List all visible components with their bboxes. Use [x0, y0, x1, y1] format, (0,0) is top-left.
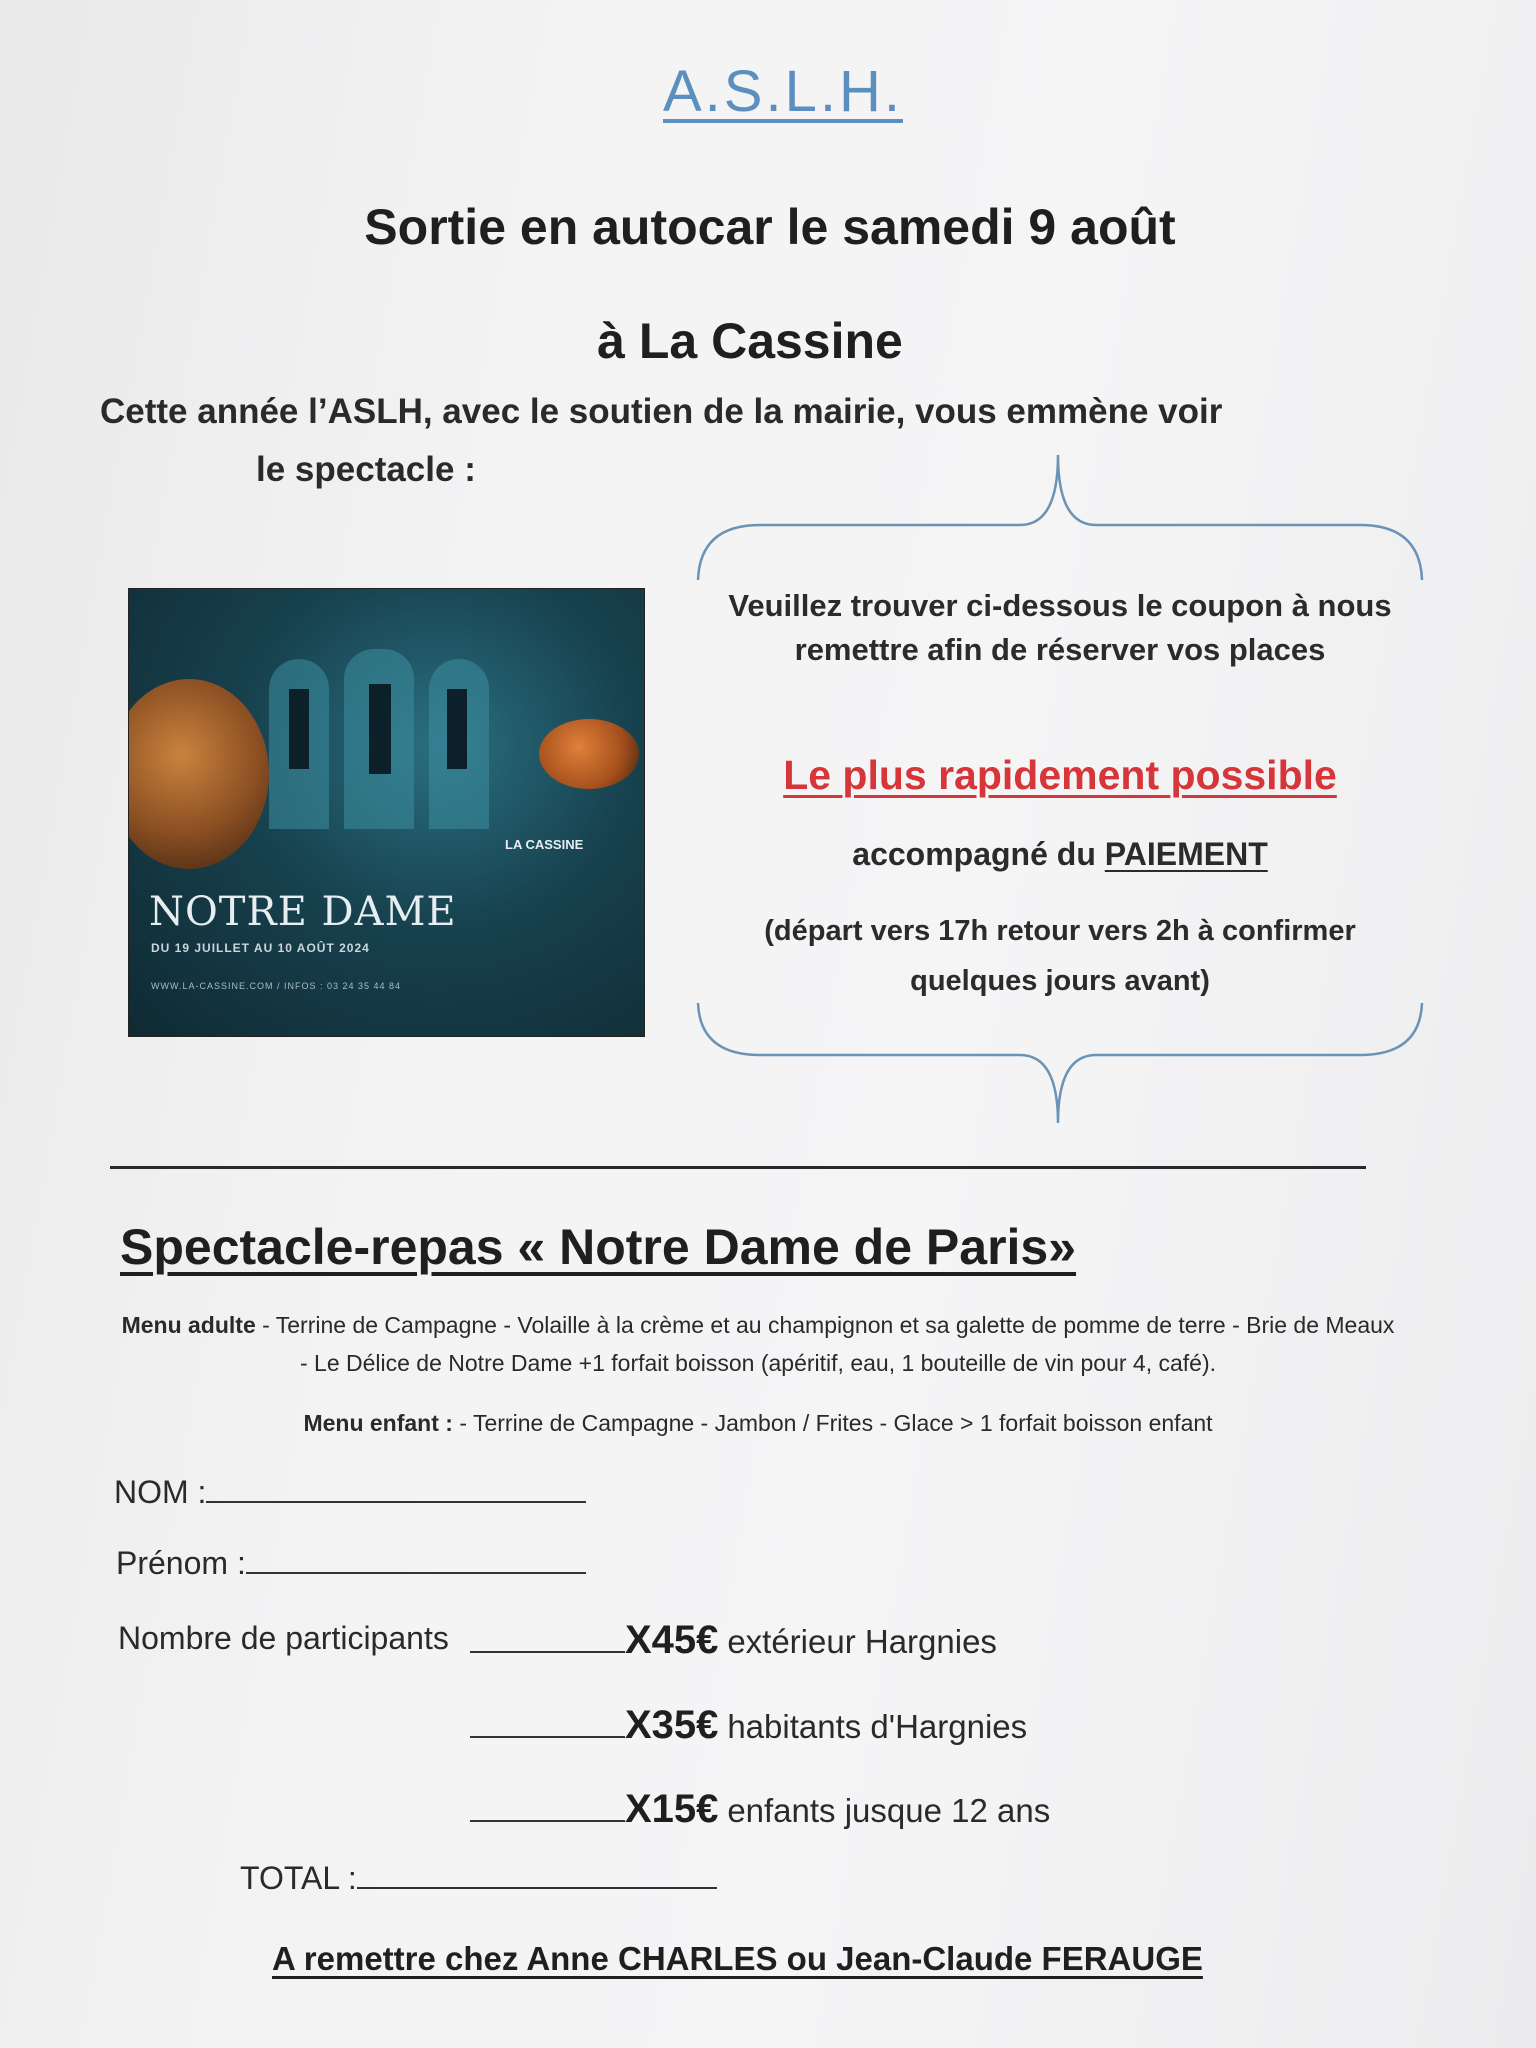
nom-blank[interactable] — [206, 1501, 586, 1503]
payment-notice — [720, 836, 1400, 873]
event-location: à La Cassine — [597, 313, 903, 369]
gargoyle-left-shape — [128, 679, 269, 869]
prenom-field — [116, 1545, 586, 1582]
prenom-blank[interactable] — [246, 1572, 586, 1574]
price-desc-exterior: extérieur Hargnies — [727, 1623, 997, 1660]
urgent-notice: Le plus rapidement possible — [783, 752, 1337, 798]
return-instructions: A remettre chez Anne CHARLES ou Jean-Claude FERAUGE — [272, 1940, 1203, 1977]
menu-adult-text: - Terrine de Campagne - Volaille à la crème et au champignon et sa galette de pomme de terre - Brie de Meaux - Le Délice de Notre Dame +1 forfait boisson (apéritif, eau, 1 bouteille de vin pour 4, café). — [255, 1312, 1395, 1376]
show-title: Spectacle-repas « Notre Dame de Paris» — [120, 1219, 1077, 1275]
menu-adult — [118, 1306, 1398, 1382]
show-poster-image — [128, 588, 645, 1037]
price-row-residents — [470, 1703, 1027, 1748]
poster-title: NOTRE DAME — [149, 889, 457, 935]
poster-dates: DU 19 JUILLET AU 10 AOÛT 2024 — [151, 941, 370, 955]
cut-line-divider — [110, 1166, 1366, 1169]
poster-website: WWW.LA-CASSINE.COM / INFOS : 03 24 35 44 84 — [151, 981, 402, 991]
participants-blank-children[interactable] — [470, 1820, 625, 1822]
menu-child-text: - Terrine de Campagne - Jambon / Frites - Glace > 1 forfait boisson enfant — [452, 1410, 1213, 1436]
coupon-instructions: Veuillez trouver ci-dessous le coupon à nous remettre afin de réserver vos places — [728, 588, 1392, 667]
total-field — [240, 1860, 717, 1897]
nom-label: NOM : — [114, 1474, 207, 1510]
menu-child-label: Menu enfant : — [303, 1410, 453, 1436]
price-residents: X35€ — [625, 1703, 719, 1747]
organization-name: A.S.L.H. — [663, 59, 903, 124]
price-row-exterior — [470, 1618, 997, 1663]
gargoyle-right-shape — [539, 719, 639, 789]
price-children: X15€ — [625, 1787, 719, 1831]
price-desc-children: enfants jusque 12 ans — [727, 1792, 1051, 1829]
total-label: TOTAL : — [240, 1860, 357, 1896]
schedule-notice: (départ vers 17h retour vers 2h à confirmer quelques jours avant) — [764, 915, 1356, 997]
participants-blank-exterior[interactable] — [470, 1651, 625, 1653]
price-row-children — [470, 1787, 1050, 1832]
intro-text-line1: Cette année l’ASLH, avec le soutien de la mairie, vous emmène voir — [100, 392, 1223, 431]
payment-word: PAIEMENT — [1104, 836, 1268, 872]
total-blank[interactable] — [357, 1887, 717, 1889]
price-exterior: X45€ — [625, 1618, 719, 1662]
menu-child — [118, 1410, 1398, 1437]
participants-label: Nombre de participants — [118, 1620, 449, 1656]
nom-field — [114, 1474, 586, 1511]
participants-blank-residents[interactable] — [470, 1736, 625, 1738]
intro-text-line2: le spectacle : — [256, 450, 476, 489]
prenom-label: Prénom : — [116, 1545, 246, 1581]
menu-adult-label: Menu adulte — [121, 1312, 256, 1338]
payment-prefix: accompagné du — [852, 836, 1096, 872]
poster-venue-logo: LA CASSINE — [505, 837, 584, 852]
price-desc-residents: habitants d'Hargnies — [727, 1708, 1028, 1745]
event-title: Sortie en autocar le samedi 9 août — [364, 199, 1176, 255]
